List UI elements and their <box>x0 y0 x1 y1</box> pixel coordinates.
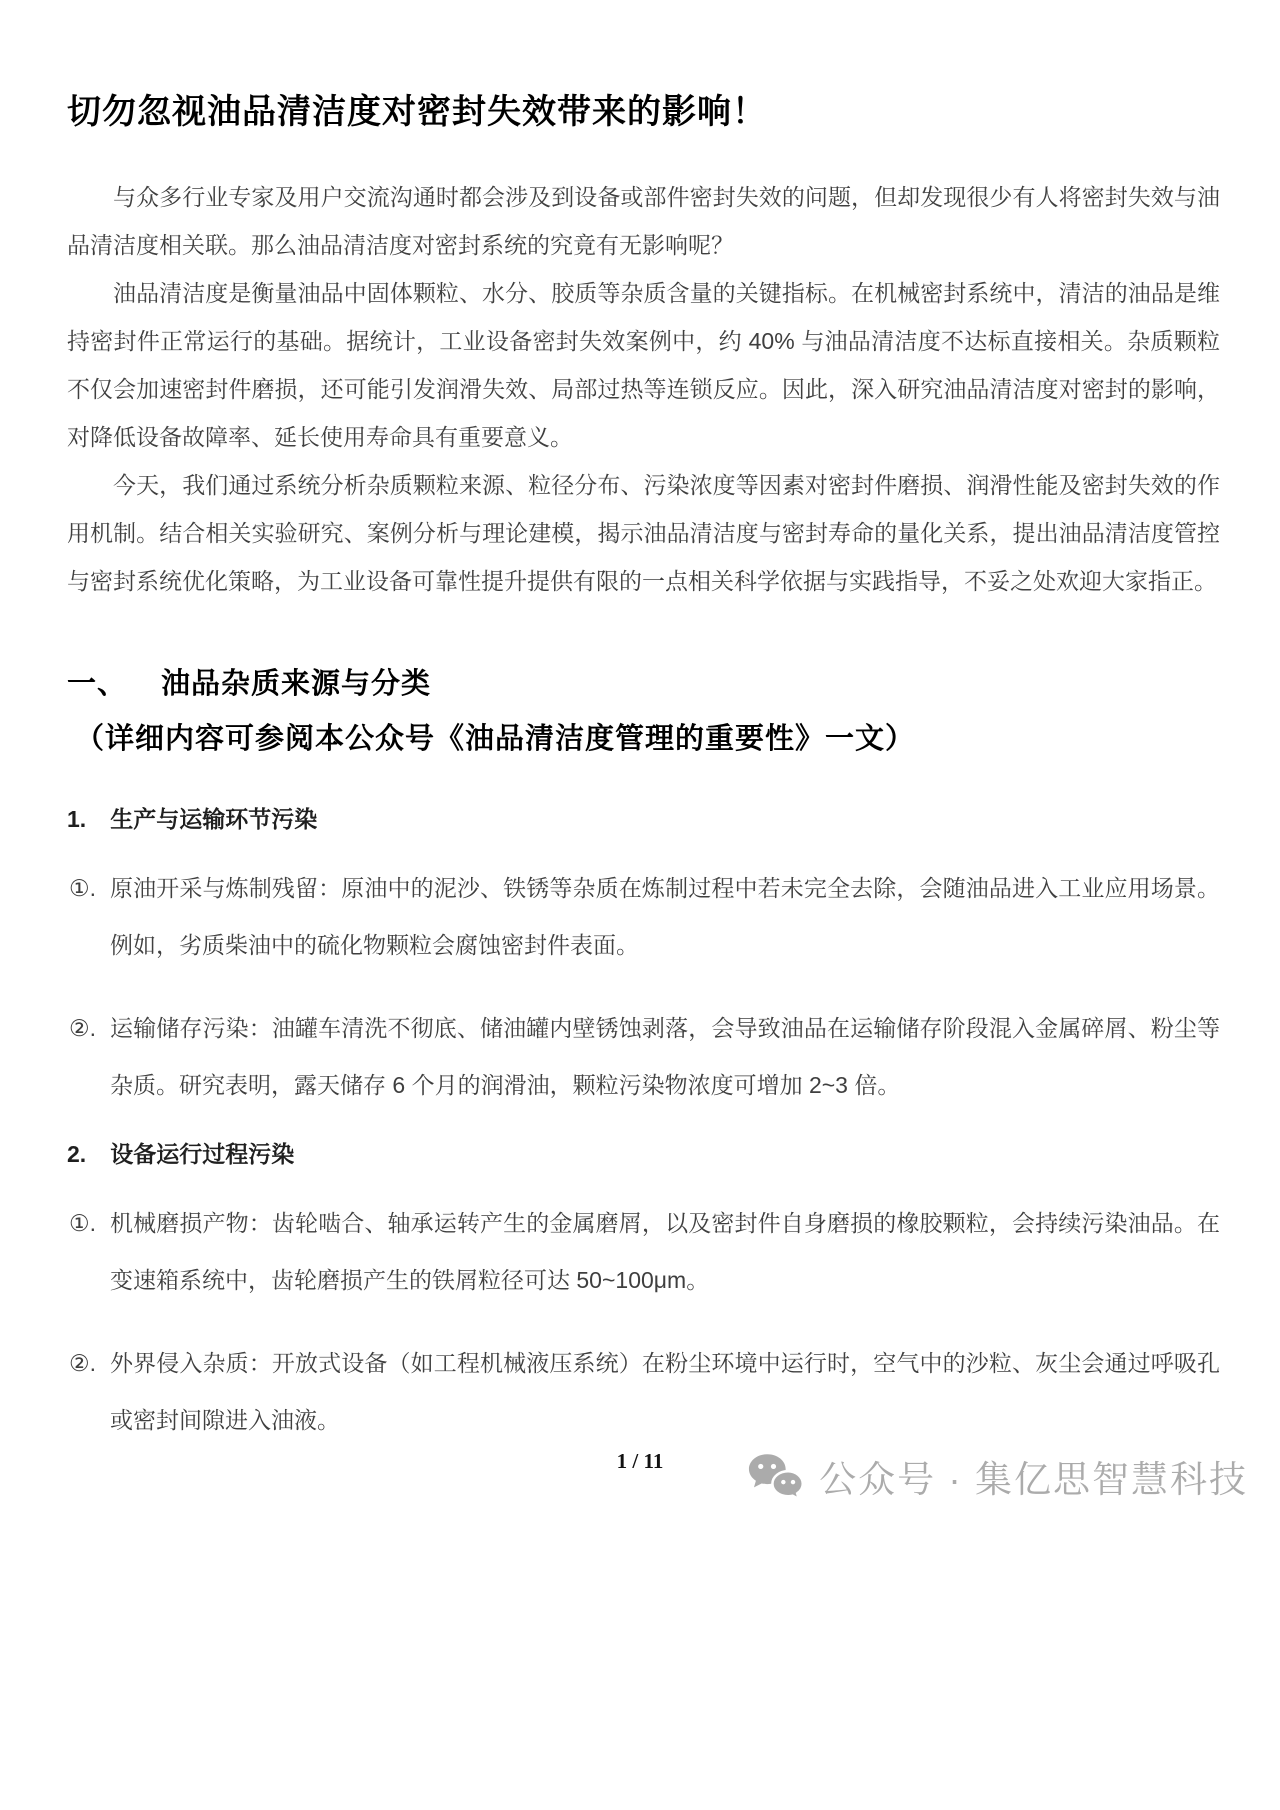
list-item-marker: ②. <box>69 1350 97 1376</box>
list-item-marker: ①. <box>69 875 97 901</box>
list-item-text: 机械磨损产物：齿轮啮合、轴承运转产生的金属磨屑，以及密封件自身磨损的橡胶颗粒，会持续污染油品。在变速箱系统中，齿轮磨损产生的铁屑粒径可达 50~100μm。 <box>110 1210 1220 1293</box>
list-item-marker: ②. <box>69 1015 97 1041</box>
wechat-icon <box>747 1452 805 1501</box>
intro-paragraph-1: 与众多行业专家及用户交流沟通时都会涉及到设备或部件密封失效的问题，但却发现很少有人将密封失效与油品清洁度相关联。那么油品清洁度对密封系统的究竟有无影响呢？ <box>67 184 1220 258</box>
section-heading-text: 油品杂质来源与分类 <box>161 668 432 700</box>
intro-paragraph-3: 今天，我们通过系统分析杂质颗粒来源、粒径分布、污染浓度等因素对密封件磨损、润滑性能及密封失效的作用机制。结合相关实验研究、案例分析与理论建模，揭示油品清洁度与密封寿命的量化关系，提出油品清洁度管控与密封系统优化策略，为工业设备可靠性提升提供有限的一点相关科学依据与实践指导，不妥之处欢迎大家指正。 <box>67 472 1220 594</box>
list-item-text: 外界侵入杂质：开放式设备（如工程机械液压系统）在粉尘环境中运行时，空气中的沙粒、灰尘会通过呼吸孔或密封间隙进入油液。 <box>110 1350 1220 1433</box>
subsection-1-title: 生产与运输环节污染 <box>110 806 318 832</box>
subsection-heading-1 <box>67 801 1220 834</box>
list-item-text: 运输储存污染：油罐车清洗不彻底、储油罐内壁锈蚀剥落，会导致油品在运输储存阶段混入金属碎屑、粉尘等杂质。研究表明，露天储存 6 个月的润滑油，颗粒污染物浓度可增加 2~3 倍。 <box>110 1015 1220 1098</box>
list-item <box>67 1195 1220 1309</box>
section-heading-note: （详细内容可参阅本公众号《油品清洁度管理的重要性》一文） <box>75 723 916 755</box>
subsection-1-number: 1. <box>67 806 87 832</box>
subsection-2-title: 设备运行过程污染 <box>110 1141 295 1167</box>
page-title: 切勿忽视油品清洁度对密封失效带来的影响！ <box>67 93 767 131</box>
list-item <box>67 860 1220 974</box>
section-heading-number: 一、 <box>67 668 128 700</box>
list-item <box>67 1000 1220 1114</box>
section-heading <box>67 661 1220 702</box>
list-item-marker: ①. <box>69 1210 97 1236</box>
watermark-text: 公众号 · 集亿思智慧科技 <box>819 1459 1248 1500</box>
intro-paragraph-2: 油品清洁度是衡量油品中固体颗粒、水分、胶质等杂质含量的关键指标。在机械密封系统中，清洁的油品是维持密封件正常运行的基础。据统计，工业设备密封失效案例中，约 40% 与油品清洁度不达标直接相关。杂质颗粒不仅会加速密封件磨损，还可能引发润滑失效、局部过热等连锁反应。因此，深入研究油品清洁度对密封的影响，对降低设备故障率、延长使用寿命具有重要意义。 <box>67 280 1220 450</box>
subsection-heading-2 <box>67 1136 1220 1169</box>
list-item-text: 原油开采与炼制残留：原油中的泥沙、铁锈等杂质在炼制过程中若未完全去除，会随油品进入工业应用场景。例如，劣质柴油中的硫化物颗粒会腐蚀密封件表面。 <box>110 875 1220 958</box>
page-number: 1 / 11 <box>616 1449 664 1473</box>
list-item <box>67 1335 1220 1449</box>
watermark <box>747 1449 1248 1503</box>
subsection-2-number: 2. <box>67 1141 87 1167</box>
